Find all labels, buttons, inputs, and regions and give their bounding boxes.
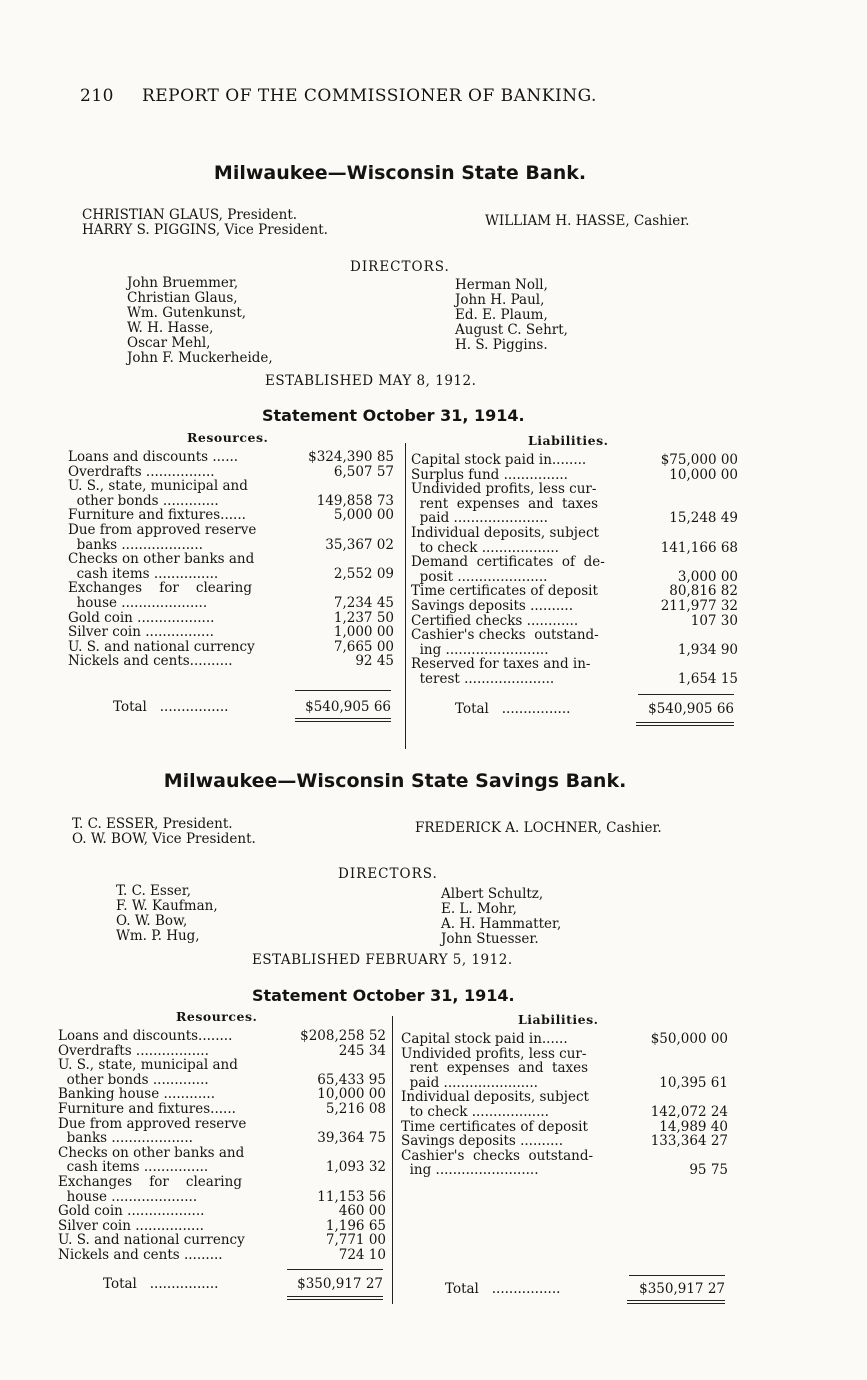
total-double-rule [287, 1296, 383, 1297]
resources-list [58, 1029, 386, 1263]
total-double-rule [295, 718, 391, 719]
liability-row: Cashier's checks outstand- [401, 1147, 594, 1164]
total-double-rule [287, 1299, 383, 1300]
liability-row: Capital stock paid in...... $50,000 00 [401, 1031, 728, 1047]
liabilities-list [401, 1032, 728, 1178]
director: H. S. Piggins. [455, 337, 548, 353]
resource-row: Loans and discounts ...... $324,390 85 [68, 449, 394, 465]
total-double-rule [627, 1300, 725, 1301]
total-label-resources: Total ................ [113, 699, 229, 715]
running-header [80, 86, 597, 106]
liability-row: Undivided profits, less cur- [411, 481, 597, 498]
column-divider [392, 1016, 393, 1304]
resource-row: Due from approved reserve [68, 521, 257, 538]
liabilities-list [411, 453, 738, 687]
director: Herman Noll, [455, 277, 548, 293]
cashier: WILLIAM H. HASSE, Cashier. [485, 213, 690, 229]
liability-row: Surplus fund ............... 10,000 00 [411, 466, 738, 483]
liability-row: terest ..................... 1,654 15 [411, 670, 738, 687]
total-double-rule [636, 725, 734, 726]
director: Albert Schultz, [441, 886, 544, 902]
vice-president: HARRY S. PIGGINS, Vice President. [82, 222, 328, 238]
directors-heading: DIRECTORS. [350, 259, 450, 275]
resource-row: U. S., state, municipal and [68, 478, 248, 495]
resource-row: Exchanges for clearing [68, 580, 252, 597]
resource-row: house .................... 7,234 45 [68, 594, 394, 611]
liability-row: Capital stock paid in........ $75,000 00 [411, 452, 738, 468]
director: August C. Sehrt, [455, 322, 568, 338]
resource-row: Silver coin ................ 1,196 65 [58, 1217, 386, 1234]
subtotal-rule [287, 1269, 383, 1270]
column-divider [405, 443, 406, 749]
director: John Bruemmer, [127, 275, 239, 291]
directors-right [441, 887, 561, 947]
director: T. C. Esser, [116, 883, 191, 899]
resource-row: Gold coin .................. 1,237 50 [68, 609, 394, 626]
total-double-rule [295, 721, 391, 722]
resource-row: Checks on other banks and [68, 551, 255, 568]
directors-right [455, 278, 568, 353]
established-date: ESTABLISHED MAY 8, 1912. [265, 373, 477, 389]
total-double-rule [627, 1303, 725, 1304]
director: John Stuesser. [441, 931, 539, 947]
total-label-liabilities: Total ................ [455, 701, 571, 717]
subtotal-rule [629, 1275, 725, 1276]
liability-row: Time certificates of deposit 80,816 82 [411, 583, 738, 600]
total-resources: $350,917 27 [297, 1276, 383, 1292]
director: John F. Muckerheide, [127, 350, 273, 366]
director: Ed. E. Plaum, [455, 307, 548, 323]
liability-row: Cashier's checks outstand- [411, 627, 599, 644]
bank-title: Milwaukee—Wisconsin State Savings Bank. [163, 770, 627, 792]
liability-row: paid ...................... 10,395 61 [401, 1074, 728, 1091]
statement-title: Statement October 31, 1914. [262, 406, 525, 425]
liability-row: rent expenses and taxes [411, 495, 599, 512]
liability-row: Time certificates of deposit 14,989 40 [401, 1118, 728, 1135]
resource-row: Gold coin .................. 460 00 [58, 1203, 386, 1220]
resource-row: Furniture and fixtures...... 5,000 00 [68, 507, 394, 524]
running-title: REPORT OF THE COMMISSIONER OF BANKING. [141, 86, 597, 106]
statement-title: Statement October 31, 1914. [252, 986, 515, 1005]
resource-row: Silver coin ................ 1,000 00 [68, 624, 394, 641]
president: T. C. ESSER, President. [72, 816, 233, 832]
resource-row: Checks on other banks and [58, 1144, 245, 1161]
resource-row: Nickels and cents ......... 724 10 [58, 1246, 386, 1263]
liability-row: posit ..................... 3,000 00 [411, 568, 738, 585]
total-label-resources: Total ................ [103, 1276, 219, 1292]
resource-row: Overdrafts ................. 245 34 [58, 1042, 386, 1059]
director: Oscar Mehl, [127, 335, 211, 351]
cashier: FREDERICK A. LOCHNER, Cashier. [415, 820, 662, 836]
liability-row: Individual deposits, subject [401, 1089, 589, 1106]
director: W. H. Hasse, [127, 320, 214, 336]
subtotal-rule [295, 690, 391, 691]
resources-list [68, 450, 394, 669]
resource-row: banks ................... 35,367 02 [68, 536, 394, 553]
liability-row: Certified checks ............ 107 30 [411, 612, 738, 629]
director: F. W. Kaufman, [116, 898, 218, 914]
vice-president: O. W. BOW, Vice President. [72, 831, 256, 847]
director: Wm. P. Hug, [116, 928, 200, 944]
resource-row: U. S. and national currency 7,665 00 [68, 638, 394, 655]
liability-row: paid ...................... 15,248 49 [411, 510, 738, 527]
liability-row: Demand certificates of de- [411, 554, 605, 571]
resources-heading: Resources. [176, 1009, 258, 1024]
bank-title: Milwaukee—Wisconsin State Bank. [213, 162, 587, 184]
resource-row: U. S., state, municipal and [58, 1057, 238, 1074]
total-liabilities: $350,917 27 [639, 1281, 725, 1297]
director: A. H. Hammatter, [441, 916, 562, 932]
resource-row: Due from approved reserve [58, 1115, 247, 1132]
resource-row: Overdrafts ................ 6,507 57 [68, 463, 394, 480]
directors-heading: DIRECTORS. [338, 866, 438, 882]
resource-row: Exchanges for clearing [58, 1173, 242, 1190]
resource-row: other bonds ............. 65,433 95 [58, 1071, 386, 1088]
liability-row: Savings deposits .......... 211,977 32 [411, 597, 738, 614]
liability-row: Savings deposits .......... 133,364 27 [401, 1133, 728, 1150]
liability-row: to check .................. 141,166 68 [411, 539, 738, 556]
resource-row: other bonds ............. 149,858 73 [68, 492, 394, 509]
established-date: ESTABLISHED FEBRUARY 5, 1912. [252, 952, 513, 968]
total-liabilities: $540,905 66 [648, 701, 734, 717]
liabilities-heading: Liabilities. [518, 1012, 599, 1027]
directors-left [116, 884, 218, 944]
total-double-rule [636, 722, 734, 723]
total-label-liabilities: Total ................ [445, 1281, 561, 1297]
liabilities-heading: Liabilities. [528, 433, 609, 448]
liability-row: ing ........................ 95 75 [401, 1162, 728, 1179]
director: Wm. Gutenkunst, [127, 305, 247, 321]
liability-row: Reserved for taxes and in- [411, 656, 591, 673]
liability-row: to check .................. 142,072 24 [401, 1103, 728, 1120]
officers-left [82, 208, 328, 238]
total-resources: $540,905 66 [305, 699, 391, 715]
resource-row: Nickels and cents.......... 92 45 [68, 653, 394, 670]
resource-row: cash items ............... 1,093 32 [58, 1159, 386, 1176]
director: Christian Glaus, [127, 290, 238, 306]
resource-row: Banking house ............ 10,000 00 [58, 1086, 386, 1103]
officers-left [72, 817, 256, 847]
directors-left [127, 276, 273, 366]
liability-row: Individual deposits, subject [411, 524, 599, 541]
liability-row: ing ........................ 1,934 90 [411, 641, 738, 658]
resource-row: banks ................... 39,364 75 [58, 1130, 386, 1147]
president: CHRISTIAN GLAUS, President. [82, 207, 298, 223]
resource-row: Loans and discounts........ $208,258 52 [58, 1028, 386, 1044]
subtotal-rule [638, 694, 734, 695]
director: O. W. Bow, [116, 913, 188, 929]
director: John H. Paul, [455, 292, 545, 308]
resource-row: Furniture and fixtures...... 5,216 08 [58, 1100, 386, 1117]
resources-heading: Resources. [187, 430, 269, 445]
liability-row: rent expenses and taxes [401, 1060, 589, 1077]
resource-row: U. S. and national currency 7,771 00 [58, 1232, 386, 1249]
director: E. L. Mohr, [441, 901, 517, 917]
page-number: 210 [80, 86, 114, 106]
resource-row: cash items ............... 2,552 09 [68, 565, 394, 582]
resource-row: house .................... 11,153 56 [58, 1188, 386, 1205]
liability-row: Undivided profits, less cur- [401, 1045, 587, 1062]
